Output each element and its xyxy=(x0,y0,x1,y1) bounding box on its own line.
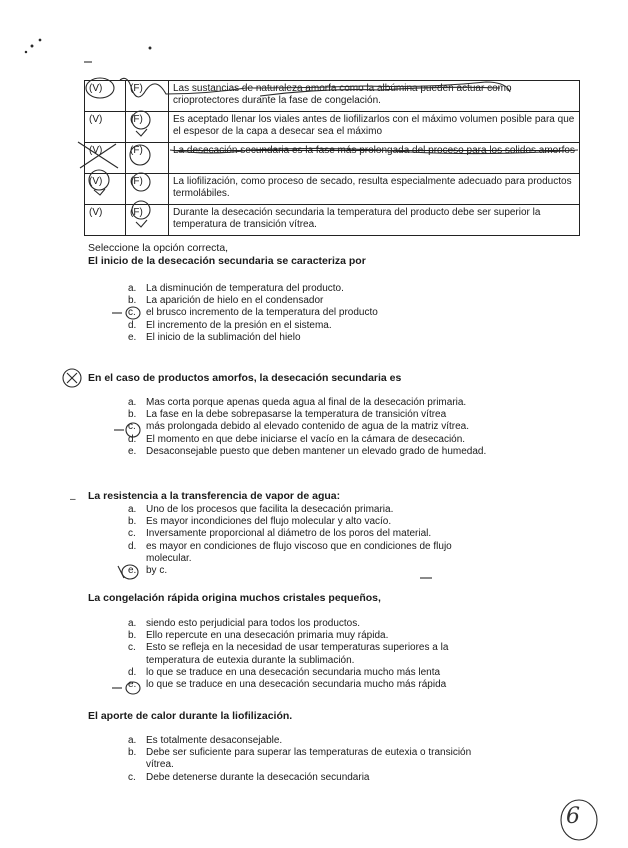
option-letter: c. xyxy=(128,642,136,654)
x-mark xyxy=(67,373,77,383)
tf-false-mark: (F) xyxy=(126,112,169,143)
option-text: Es totalmente desaconsejable. xyxy=(146,735,283,746)
tf-statement: Durante la desecación secundaria la temperatura del producto debe ser superior la temperatura de transición vítrea. xyxy=(169,205,580,236)
tf-true-mark: (V) xyxy=(85,81,126,112)
option-letter: d. xyxy=(128,540,137,552)
option-letter: e. xyxy=(128,445,137,457)
tf-true-mark: (V) xyxy=(85,205,126,236)
circle-mark xyxy=(132,201,150,219)
check-mark xyxy=(136,129,147,136)
cross-mark xyxy=(78,142,118,168)
option-text: Mas corta porque apenas queda agua al final de la desecación primaria. xyxy=(146,397,467,408)
option-letter: a. xyxy=(128,504,137,515)
question-stem: La congelación rápida origina muchos cristales pequeños, xyxy=(88,592,381,604)
option-text: es mayor en condiciones de flujo viscoso que en condiciones de flujo molecular. xyxy=(146,540,452,564)
check-mark xyxy=(136,220,147,227)
tf-statement: La desecación secundaria es la fase más prolongada del proceso para los solidos amorfos xyxy=(169,143,580,174)
answer-circle xyxy=(126,682,140,694)
option-letter: d. xyxy=(128,433,137,445)
circle-mark xyxy=(132,173,150,191)
tf-false-mark: (F) xyxy=(126,205,169,236)
answer-circle xyxy=(126,423,140,437)
option-letter: e. xyxy=(128,565,137,577)
option-text: más prolongada debido al elevado contenido de agua de la matriz vítrea. xyxy=(146,421,469,433)
option-text: Desaconsejable puesto que deben mantener un elevado grado de humedad. xyxy=(146,445,487,457)
option-text: El inicio de la sublimación del hielo xyxy=(146,331,301,343)
option-letter: e. xyxy=(128,331,137,343)
option-letter: d. xyxy=(128,319,137,331)
scribble-strike xyxy=(260,87,500,96)
scribble-strike xyxy=(170,148,578,153)
scan-speck xyxy=(149,47,151,49)
option-letter: b. xyxy=(128,295,137,307)
option-letter: a. xyxy=(128,283,137,294)
option-text: Debe ser suficiente para superar las temperaturas de eutexia o transición vítrea. xyxy=(146,747,472,771)
option-text: lo que se traduce en una desecación secundaria mucho más rápida xyxy=(146,679,447,691)
option-text: by c. xyxy=(146,565,168,577)
option-text: Es mayor incondiciones del flujo molecular y alto vacío. xyxy=(146,516,392,528)
option-letter: a. xyxy=(128,618,137,629)
tf-false-mark: (F) xyxy=(126,81,169,112)
question-stem: El aporte de calor durante la liofilización. xyxy=(88,710,293,722)
tf-false-mark: (F) xyxy=(126,143,169,174)
option-text: siendo esto perjudicial para todos los productos. xyxy=(146,618,361,629)
option-text: Ello repercute en una desecación primaria muy rápida. xyxy=(146,630,389,642)
scan-speck xyxy=(31,45,33,47)
question-stem: En el caso de productos amorfos, la desecación secundaria es xyxy=(88,372,402,384)
option-letter: b. xyxy=(128,630,137,642)
circle-mark xyxy=(89,170,109,190)
margin-dash: – xyxy=(70,494,76,505)
circle-mark xyxy=(86,78,114,98)
option-text: La aparición de hielo en el condensador xyxy=(146,295,324,307)
option-text: Inversamente proporcional al diámetro de los poros del material. xyxy=(146,528,432,540)
tf-statement: La liofilización, como proceso de secado, resulta especialmente adecuado para productos termolábiles. xyxy=(169,174,580,205)
option-text: Uno de los procesos que facilita la desecación primaria. xyxy=(146,504,394,515)
tf-statement: Las sustancias de naturaleza amorfa como la albúmina pueden actuar como crioprotectores durante la fase de congelación. xyxy=(169,81,580,112)
option-letter: a. xyxy=(128,397,137,408)
circle-mark xyxy=(130,145,150,165)
option-letter: c. xyxy=(128,307,136,319)
option-letter: c. xyxy=(128,528,136,540)
option-text: La fase en la debe sobrepasarse la temperatura de transición vítrea xyxy=(146,409,447,421)
tf-true-mark: (V) xyxy=(85,174,126,205)
circle-mark xyxy=(132,111,150,129)
option-text: Debe detenerse durante la desecación secundaria xyxy=(146,771,370,783)
page-number: 6 xyxy=(566,804,580,829)
option-letter: e. xyxy=(128,679,137,691)
option-letter: d. xyxy=(128,666,137,678)
option-letter: c. xyxy=(128,771,136,783)
answer-circle xyxy=(122,565,138,579)
option-text: el brusco incremento de la temperatura del producto xyxy=(146,307,378,319)
option-text: Esto se refleja en la necesidad de usar temperaturas superiores a la temperatura de eutexia durante la sublimación. xyxy=(146,642,449,666)
scan-speck xyxy=(39,39,41,41)
tf-false-mark: (F) xyxy=(126,174,169,205)
option-letter: a. xyxy=(128,735,137,746)
option-letter: b. xyxy=(128,747,137,759)
option-text: El momento en que debe iniciarse el vacío en la cámara de desecación. xyxy=(146,433,466,445)
answer-circle xyxy=(126,307,140,319)
question-stem: La resistencia a la transferencia de vapor de agua: xyxy=(88,490,341,502)
option-letter: b. xyxy=(128,516,137,528)
tf-true-mark: (V) xyxy=(85,143,126,174)
option-letter: b. xyxy=(128,409,137,421)
question-stem: El inicio de la desecación secundaria se caracteriza por xyxy=(88,255,366,267)
option-text: lo que se traduce en una desecación secundaria mucho más lenta xyxy=(146,666,441,678)
scan-speck xyxy=(25,51,26,52)
question-instruction: Seleccione la opción correcta, xyxy=(88,242,229,254)
tf-statement: Es aceptado llenar los viales antes de liofilizarlos con el máximo volumen posible para que el espesor de la capa a desecar sea el máximo xyxy=(169,112,580,143)
option-text: El incremento de la presión en el sistema. xyxy=(146,319,332,331)
tf-true-mark: (V) xyxy=(85,112,126,143)
option-text: La disminución de temperatura del producto. xyxy=(146,283,344,294)
option-letter: c. xyxy=(128,421,136,433)
